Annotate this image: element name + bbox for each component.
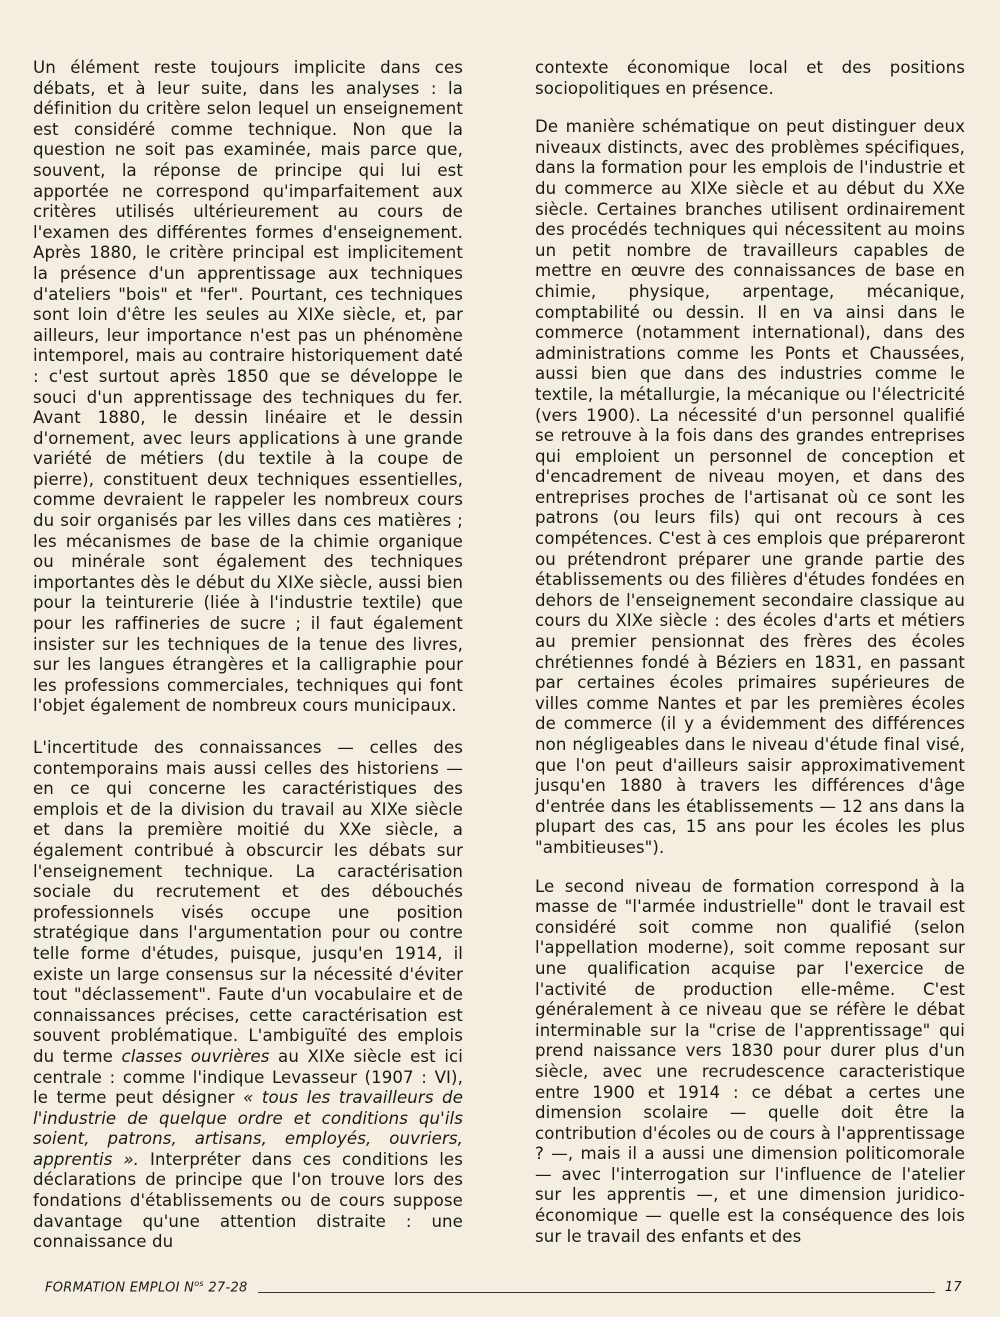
italic-term: classes ouvrières [121, 1046, 270, 1066]
left-column [33, 58, 463, 1253]
paragraph: Le second niveau de formation correspond à la masse de "l'armée industrielle" dont le travail est considéré soit comme non qualifié (selon l'appellation moderne), soit comme reposant sur une qualification acquise par l'exercice de l'activité de production elle-même. C'est généralement à ce niveau que se réfère le débat interminable sur la "crise de l'apprentissage" qui prend naissance vers 1830 pour durer plus d'un siècle, avec une recrudescence caracteristique entre 1900 et 1914 : ce débat a certes une dimension scolaire — quelle doit être la contribution d'écoles ou de cours à l'apprentissage ? —, mais il a aussi une dimension politicomorale — avec l'interrogation sur l'influence de l'atelier sur les apprentis —, et une dimension juridico-économique — quelle est la conséquence des lois sur le travail des enfants et des [535, 876, 965, 1246]
text-run: au XIXe siècle est ici centrale : comme l'indique Levasseur (1907 : VI), le terme peut désigner [33, 1046, 463, 1108]
page-number: 17 [944, 1279, 962, 1295]
paragraph: Un élément reste toujours implicite dans ces débats, et à leur suite, dans les analyses : la définition du critère selon lequel un enseignement est considéré comme technique. Non que la question ne soit pas examinée, mais parce que, souvent, la réponse de principe qui lui est apportée ne correspond qu'imparfaitement aux critères utilisés ultérieurement au cours de l'examen des différentes formes d'enseignement. Après 1880, le critère principal est implicitement la présence d'un apprentissage aux techniques d'ateliers "bois" et "fer". Pourtant, ces techniques sont loin d'être les seules au XIXe siècle, et, par ailleurs, leur importance n'est pas un phénomène intemporel, mais au contraire historiquement daté : c'est surtout après 1850 que se développe le souci d'un apprentissage des techniques du fer. Avant 1880, le dessin linéaire et le dessin d'ornement, avec leurs applications à une grande variété de métiers (du textile à la coupe de pierre), constituent deux techniques essentielles, comme devraient le rappeler les nombreux cours du soir organisés par les villes dans ces matières ; les mécanismes de base de la chimie organique ou minérale sont également des techniques importantes dès le début du XIXe siècle, aussi bien pour la teinturerie (liée à l'industrie textile) que pour les raffineries de sucre ; il faut également insister sur les techniques de la tenue des livres, sur les langues étrangères et la calligraphie pour les professions commerciales, techniques qui font l'objet également de nombreux cours municipaux. [33, 58, 463, 716]
italic-quote: « tous les travailleurs de l'industrie de quelque ordre et conditions qu'ils soient, patrons, artisans, employés, ouvriers, apprentis ». [33, 1088, 464, 1169]
text-run: Interpréter dans ces conditions les déclarations de principe que l'on trouve lors des fondations d'établissements ou de cours suppose davantage qu'une attention distraite : une connaissance du [33, 1149, 463, 1252]
text-run: L'incertitude des connaissances — celles des contemporains mais aussi celles des historiens — en ce qui concerne les caractéristiques des emplois et de la division du travail au XIXe siècle et dans la première moitié du XXe siècle, a également contribué à obscurcir les débats sur l'enseignement technique. La caractérisation sociale du recrutement et des débouchés professionnels visés occupe une position stratégique dans l'argumentation pour ou contre telle forme d'études, puisque, jusqu'en 1914, il existe un large consensus sur la nécessité d'éviter tout "déclassement". Faute d'un vocabulaire et de connaissances précises, cette caractérisation est souvent problématique. L'ambiguïté des emplois du terme [33, 738, 463, 1066]
paragraph: De manière schématique on peut distinguer deux niveaux distincts, avec des problèmes spécifiques, dans la formation pour les emplois de l'industrie et du commerce au XIXe siècle et au début du XXe siècle. Certaines branches utilisent ordinairement des procédés techniques qui nécessitent au moins un petit nombre de travailleurs capables de mettre en œuvre des connaissances de base en chimie, physique, arpentage, mécanique, comptabilité ou dessin. Il en va ainsi dans le commerce (notamment international), dans des administrations comme les Ponts et Chaussées, aussi bien que dans des industries comme le textile, la métallurgie, la mécanique ou l'électricité (vers 1900). La nécessité d'un personnel qualifié se retrouve à la fois dans des grandes entreprises qui emploient un personnel de conception et d'encadrement de niveau moyen, et dans des entreprises proches de l'artisanat où ce sont les patrons (ou leurs fils) qui ont recours à ces compétences. C'est à ces emplois que prépareront ou prétendront préparer une grande partie des établissements ou des filières d'études fondées en dehors de l'enseignement secondaire classique au cours du XIXe siècle : des écoles d'arts et métiers au premier pensionnat des frères des écoles chrétiennes fondé à Béziers en 1831, en passant par certaines écoles primaires supérieures de villes comme Nantes et par les premières écoles de commerce (il y a évidemment des différences non négligeables dans le niveau d'étude final visé, que l'on peut d'ailleurs saisir approximativement jusqu'en 1880 à travers les différences d'âge d'entrée dans les établissements — 12 ans dans la plupart des cas, 15 ans pour les écoles les plus "ambitieuses"). [535, 117, 965, 857]
journal-title [45, 1279, 248, 1295]
right-column [535, 58, 965, 1247]
paragraph [33, 738, 463, 1253]
issue-number: 27-28 [203, 1280, 248, 1296]
issue-superscript: os [194, 1278, 204, 1288]
paragraph: contexte économique local et des positions sociopolitiques en présence. [535, 58, 965, 98]
footer-rule [258, 1292, 935, 1293]
journal-name: FORMATION EMPLOI N [45, 1280, 195, 1296]
page-footer [45, 1277, 962, 1297]
